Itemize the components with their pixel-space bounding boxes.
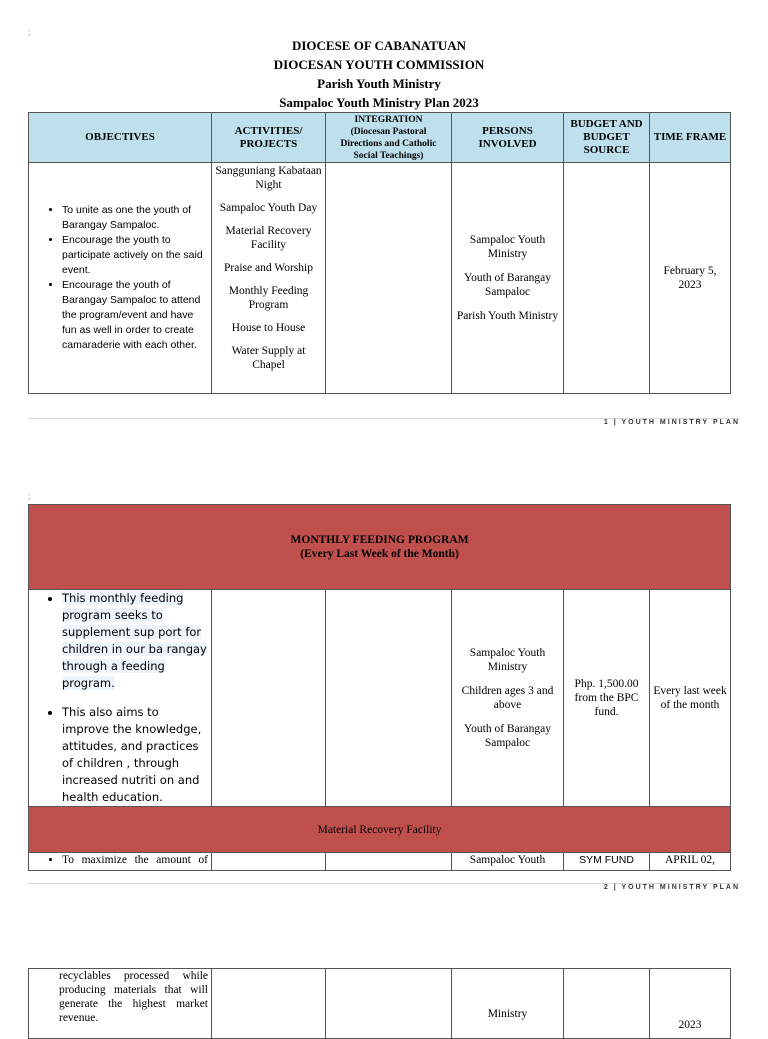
persons-cell: Sampaloc Youth: [452, 853, 564, 871]
activities-cell: [212, 163, 326, 394]
person-item: Youth of Barangay Sampaloc: [464, 723, 551, 749]
table-row: [29, 969, 731, 1039]
integration-cell: [326, 163, 452, 394]
page-footer-2: 2 | YOUTH MINISTRY PLAN: [603, 884, 740, 891]
col-integration-sub: (Diocesan Pastoral Directions and Catholic Social Teachings): [340, 126, 437, 161]
col-integration: [326, 113, 452, 163]
objectives-list: [32, 203, 208, 353]
activity-item: House to House: [231, 322, 306, 334]
document-header: [0, 36, 758, 112]
integration-cell: [326, 853, 452, 871]
mrf-header: Material Recovery Facility: [29, 807, 731, 853]
header-plan-title: Sampaloc Youth Ministry Plan 2023: [279, 95, 479, 110]
feeding-program-title: MONTHLY FEEDING PROGRAM: [290, 534, 469, 546]
budget-cell: [564, 969, 650, 1039]
list-item: • Encourage the youth to participate actively on the said event.: [62, 233, 208, 278]
objectives-list: [32, 853, 208, 868]
col-timeframe: TIME FRAME: [650, 113, 731, 163]
integration-cell: [326, 969, 452, 1039]
timeframe-cell: February 5, 2023: [650, 163, 731, 394]
activities-cell: [212, 969, 326, 1039]
timeframe-cell: Every last week of the month: [650, 590, 731, 807]
table-row: [29, 853, 731, 871]
section-header-row: [29, 505, 731, 590]
objectives-cell: [29, 590, 212, 807]
page-mark: ;: [28, 492, 31, 501]
timeframe-cell: APRIL 02,: [650, 853, 731, 871]
plan-table-page1: [28, 112, 731, 394]
col-budget: BUDGET AND BUDGET SOURCE: [564, 113, 650, 163]
col-persons: PERSONS INVOLVED: [452, 113, 564, 163]
header-commission: DIOCESAN YOUTH COMMISSION: [273, 57, 485, 72]
col-objectives: OBJECTIVES: [29, 113, 212, 163]
plan-table-page3: [28, 968, 731, 1039]
list-item: • Encourage the youth of Barangay Sampaloc to attend the program/event and have fun as well in order to create camaraderie with each other.: [62, 278, 208, 353]
objectives-cell: [29, 163, 212, 394]
col-integration-title: INTEGRATION: [354, 114, 423, 125]
person-item: Parish Youth Ministry: [456, 310, 559, 322]
page-footer-1: 1 | YOUTH MINISTRY PLAN: [603, 419, 740, 426]
activity-item: Sampaloc Youth Day: [219, 202, 318, 214]
activities-cell: [212, 590, 326, 807]
list-item: • This monthly feeding program seeks to supplement sup port for children in our ba rangay through a feeding program.: [62, 590, 208, 692]
objectives-cell: [29, 969, 212, 1039]
feeding-program-subtitle: (Every Last Week of the Month): [300, 548, 459, 560]
activity-item: Praise and Worship: [224, 262, 313, 274]
activity-item: Sangguniang Kabataan Night: [215, 165, 322, 191]
integration-cell: [326, 590, 452, 807]
person-item: Sampaloc Youth Ministry: [469, 647, 546, 673]
budget-cell: SYM FUND: [564, 853, 650, 871]
objective-continued: recyclables processed while producing materials that will generate the highest market revenue.: [59, 970, 208, 1024]
activities-cell: [212, 853, 326, 871]
feeding-program-header: [29, 505, 731, 590]
budget-cell: Php. 1,500.00 from the BPC fund.: [564, 590, 650, 807]
list-item: • To maximize the amount of: [62, 853, 208, 868]
activity-item: Monthly Feeding Program: [228, 285, 309, 311]
header-diocese: DIOCESE OF CABANATUAN: [291, 38, 467, 53]
persons-cell: Ministry: [452, 969, 564, 1039]
activity-item: Material Recovery Facility: [225, 225, 312, 251]
table-header-row: [29, 113, 731, 163]
person-item: Youth of Barangay Sampaloc: [464, 272, 551, 298]
table-row: [29, 590, 731, 807]
persons-cell: [452, 590, 564, 807]
persons-cell: [452, 163, 564, 394]
budget-cell: [564, 163, 650, 394]
list-item: • To unite as one the youth of Barangay Sampaloc.: [62, 203, 208, 233]
objectives-cell: [29, 853, 212, 871]
page-mark: ;: [28, 28, 31, 37]
person-item: Children ages 3 and above: [461, 685, 554, 711]
objectives-list: [32, 590, 208, 806]
activity-item: Water Supply at Chapel: [231, 345, 306, 371]
header-ministry: Parish Youth Ministry: [317, 76, 441, 91]
table-row: [29, 163, 731, 394]
list-item: • This also aims to improve the knowledge, attitudes, and practices of children , through increased nutriti on and health education.: [62, 704, 208, 806]
plan-table-page2: [28, 504, 731, 871]
col-activities: ACTIVITIES/ PROJECTS: [212, 113, 326, 163]
person-item: Sampaloc Youth Ministry: [469, 234, 546, 260]
timeframe-cell: 2023: [650, 969, 731, 1039]
section-header-row: [29, 807, 731, 853]
